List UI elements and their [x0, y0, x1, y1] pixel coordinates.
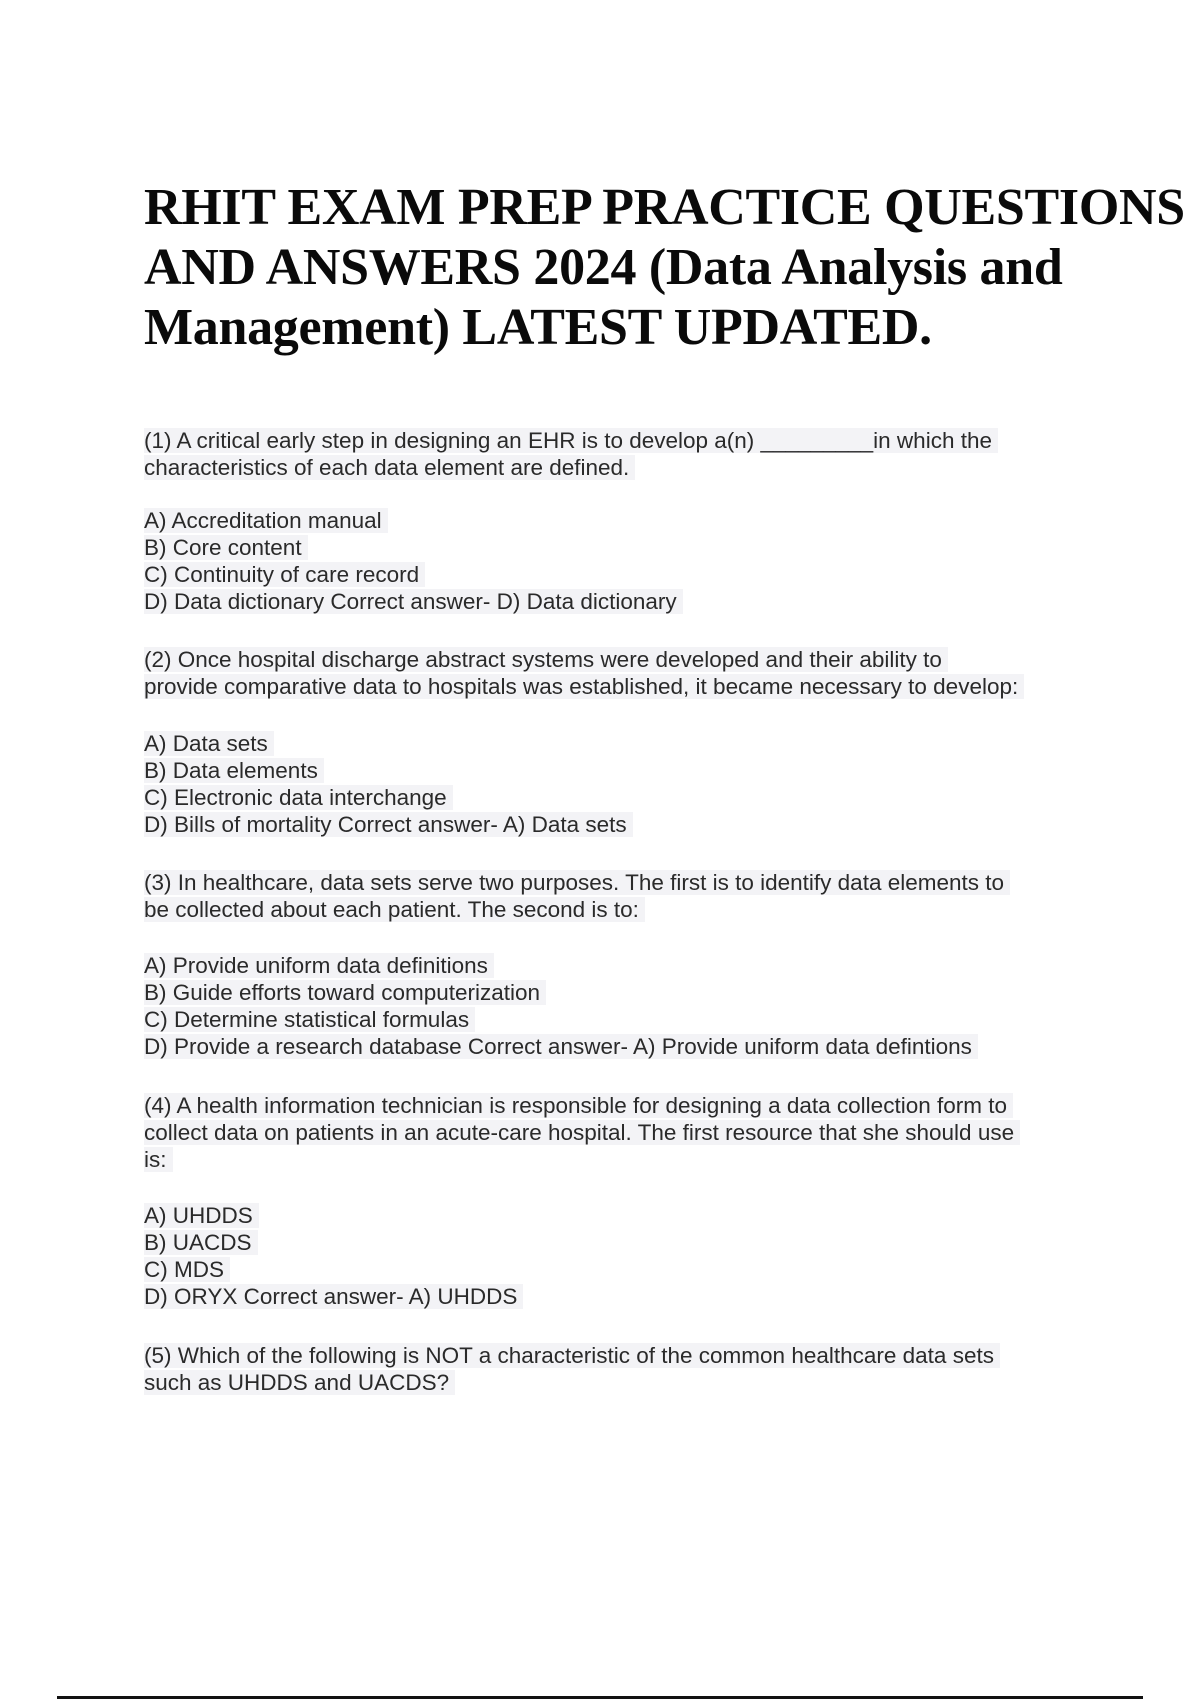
question-4-options [144, 1202, 523, 1310]
question-3-stem [144, 869, 1010, 923]
answer-option: B) UACDS [144, 1230, 258, 1255]
answer-option: C) Electronic data interchange [144, 785, 453, 810]
answer-option: B) Core content [144, 535, 308, 560]
answer-option: B) Data elements [144, 758, 324, 783]
question-2-stem [144, 646, 1024, 700]
question-stem-line: is: [144, 1147, 173, 1172]
title-line: AND ANSWERS 2024 (Data Analysis and [144, 239, 1063, 296]
question-stem-line: collect data on patients in an acute-care hospital. The first resource that she should use [144, 1120, 1020, 1145]
question-stem-line: be collected about each patient. The second is to: [144, 897, 645, 922]
document-title [144, 178, 1200, 358]
answer-option: A) Data sets [144, 731, 274, 756]
answer-option: A) Accreditation manual [144, 508, 388, 533]
answer-option: C) Determine statistical formulas [144, 1007, 475, 1032]
question-3-options [144, 952, 978, 1060]
question-stem-line: (5) Which of the following is NOT a characteristic of the common healthcare data sets [144, 1343, 1000, 1368]
question-1-options [144, 507, 683, 615]
title-line: RHIT EXAM PREP PRACTICE QUESTIONS [144, 179, 1185, 236]
question-stem-line: provide comparative data to hospitals was established, it became necessary to develop: [144, 674, 1024, 699]
question-1-stem [144, 427, 998, 481]
title-line: Management) LATEST UPDATED. [144, 299, 932, 356]
answer-option: A) Provide uniform data definitions [144, 953, 494, 978]
question-stem-line: (1) A critical early step in designing an EHR is to develop a(n) _________in which the [144, 428, 998, 453]
answer-option-with-correct-answer: D) Bills of mortality Correct answer- A) Data sets [144, 812, 633, 837]
question-5-stem [144, 1342, 1000, 1396]
answer-option: C) MDS [144, 1257, 230, 1282]
question-stem-line: characteristics of each data element are defined. [144, 455, 635, 480]
answer-option-with-correct-answer: D) Data dictionary Correct answer- D) Data dictionary [144, 589, 683, 614]
answer-option-with-correct-answer: D) ORYX Correct answer- A) UHDDS [144, 1284, 523, 1309]
question-2-options [144, 730, 633, 838]
question-stem-line: (4) A health information technician is responsible for designing a data collection form to [144, 1093, 1013, 1118]
answer-option: C) Continuity of care record [144, 562, 425, 587]
answer-option: B) Guide efforts toward computerization [144, 980, 546, 1005]
answer-option-with-correct-answer: D) Provide a research database Correct answer- A) Provide uniform data defintions [144, 1034, 978, 1059]
question-stem-line: such as UHDDS and UACDS? [144, 1370, 455, 1395]
question-stem-line: (3) In healthcare, data sets serve two purposes. The first is to identify data elements to [144, 870, 1010, 895]
question-4-stem [144, 1092, 1020, 1173]
question-stem-line: (2) Once hospital discharge abstract systems were developed and their ability to [144, 647, 948, 672]
answer-option: A) UHDDS [144, 1203, 259, 1228]
footer-divider [57, 1696, 1143, 1699]
